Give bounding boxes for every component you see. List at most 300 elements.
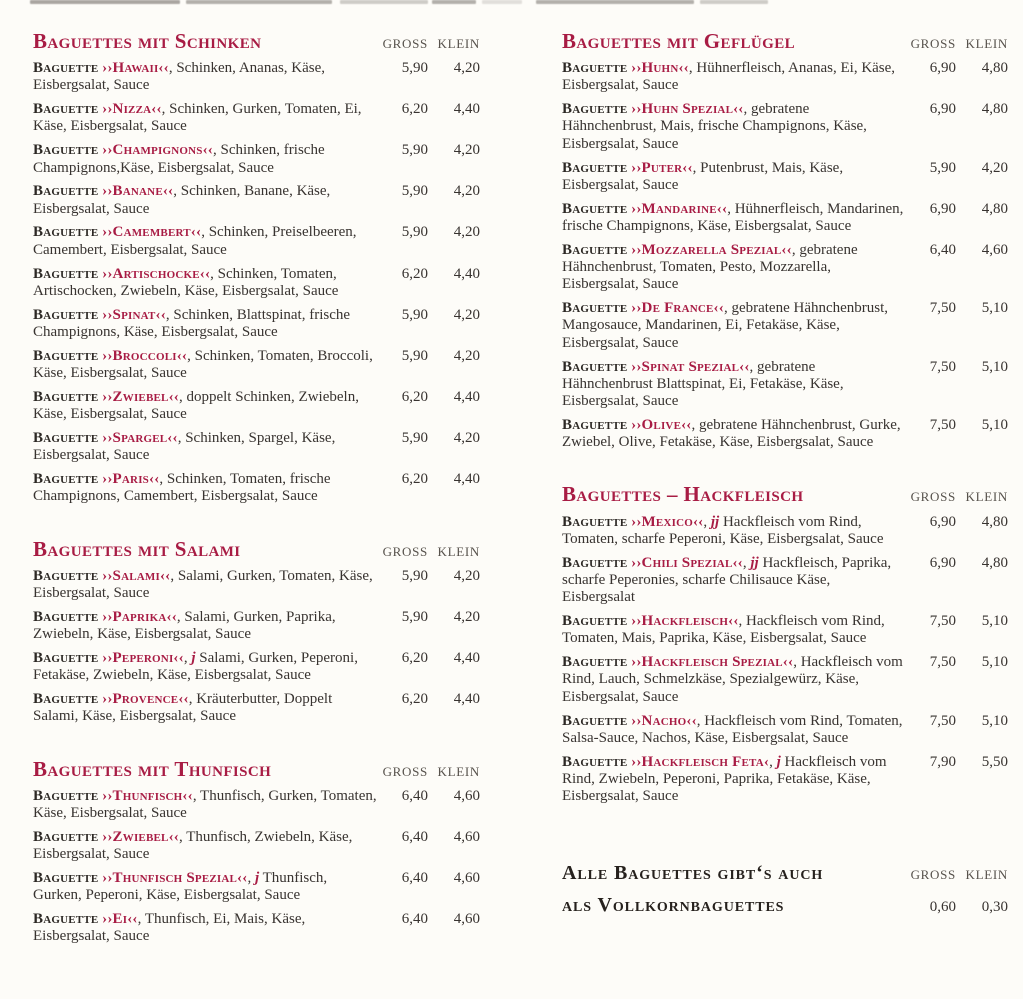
price-klein: 4,80 bbox=[981, 101, 1008, 118]
price-gross: 6,20 bbox=[401, 690, 428, 707]
price-gross: 5,90 bbox=[401, 608, 428, 625]
item-prices bbox=[908, 417, 1008, 434]
menu-item bbox=[33, 430, 480, 465]
menu-item-text: Baguette ››Hackfleisch Feta‹, j Hackfleisch vom Rind, Zwiebeln, Peperoni, Paprika, Fetakäse, Käse, Eisbergsalat, Sauce bbox=[562, 753, 887, 805]
menu-item-text: Baguette ››Camembert‹‹, Schinken, Preiselbeeren, Camembert, Eisbergsalat, Sauce bbox=[33, 224, 357, 258]
item-description: Schinken, Blattspinat, frische Champignons, Käse, Eisbergsalat, Sauce bbox=[33, 306, 351, 340]
item-prefix: Baguette bbox=[562, 358, 628, 375]
item-prices bbox=[380, 348, 480, 365]
section-title: Baguettes mit Salami bbox=[33, 536, 241, 561]
item-name: ››Paprika‹‹ bbox=[102, 608, 177, 625]
item-prefix: Baguette bbox=[562, 416, 628, 433]
price-gross: 6,20 bbox=[401, 265, 428, 282]
item-description: Schinken, Banane, Käse, Eisbergsalat, Sauce bbox=[33, 183, 331, 217]
menu-item-text: Baguette ››Hawaii‹‹, Schinken, Ananas, Käse, Eisbergsalat, Sauce bbox=[33, 60, 326, 94]
item-prices bbox=[380, 307, 480, 324]
menu-item-text: Baguette ››Artischocke‹‹, Schinken, Tomaten, Artischocken, Zwiebeln, Käse, Eisbergsalat, Sauce bbox=[33, 265, 339, 299]
footer-price-gross: 0,60 bbox=[929, 898, 956, 915]
item-name: ››Camembert‹‹ bbox=[102, 224, 202, 241]
item-name: ››Nizza‹‹ bbox=[102, 101, 162, 118]
item-description: Salami, Gurken, Paprika, Zwiebeln, Käse, Eisbergsalat, Sauce bbox=[33, 608, 336, 643]
item-description: Hühnerfleisch, Ananas, Ei, Käse, Eisbergsalat, Sauce bbox=[562, 60, 896, 94]
item-prefix: Baguette bbox=[33, 388, 99, 405]
price-klein: 4,20 bbox=[453, 608, 480, 625]
price-gross: 6,90 bbox=[929, 200, 956, 217]
item-prefix: Baguette bbox=[33, 649, 99, 666]
price-klein: 4,20 bbox=[453, 429, 480, 446]
price-klein: 4,20 bbox=[981, 159, 1008, 176]
item-prefix: Baguette bbox=[562, 159, 628, 176]
price-gross: 7,50 bbox=[929, 300, 956, 317]
item-prices bbox=[380, 142, 480, 159]
price-column-label-klein: KLEIN bbox=[437, 543, 480, 559]
price-klein: 4,20 bbox=[453, 183, 480, 200]
menu-item bbox=[33, 870, 480, 905]
menu-item bbox=[33, 307, 480, 342]
price-column-label-gross: GROSS bbox=[382, 763, 428, 779]
price-gross: 7,50 bbox=[929, 416, 956, 433]
menu-item bbox=[562, 555, 1008, 607]
menu-section bbox=[562, 483, 1008, 805]
menu-item-text: Baguette ››Broccoli‹‹, Schinken, Tomaten, Broccoli, Käse, Eisbergsalat, Sauce bbox=[33, 347, 373, 381]
section-header bbox=[33, 538, 480, 560]
menu-item bbox=[562, 654, 1008, 706]
menu-item bbox=[562, 60, 1008, 95]
price-gross: 5,90 bbox=[401, 347, 428, 364]
menu-item-text: Baguette ››Nizza‹‹, Schinken, Gurken, Tomaten, Ei, Käse, Eisbergsalat, Sauce bbox=[33, 101, 362, 135]
price-klein: 5,10 bbox=[981, 613, 1008, 630]
item-prices bbox=[908, 242, 1008, 259]
item-prices bbox=[380, 101, 480, 118]
price-column-label-gross: GROSS bbox=[910, 489, 956, 505]
price-klein: 5,10 bbox=[981, 712, 1008, 729]
price-klein: 4,20 bbox=[453, 306, 480, 323]
menu-item bbox=[562, 417, 1008, 452]
price-column-labels bbox=[380, 764, 480, 780]
menu-item bbox=[562, 713, 1008, 748]
item-description: Thunfisch, Ei, Mais, Käse, Eisbergsalat, Sauce bbox=[33, 910, 306, 945]
menu-section bbox=[33, 30, 480, 506]
footer-row-1 bbox=[562, 858, 1008, 890]
item-prefix: Baguette bbox=[562, 654, 628, 671]
item-name: ››Huhn Spezial‹‹ bbox=[631, 101, 744, 118]
item-description: Hackfleisch vom Rind, Tomaten, Salsa-Sauce, Nachos, Käse, Eisbergsalat, Sauce bbox=[562, 712, 903, 746]
menu-item-text: Baguette ››Champignons‹‹, Schinken, frische Champignons,Käse, Eisbergsalat, Sauce bbox=[33, 142, 325, 176]
price-gross: 6,40 bbox=[401, 787, 428, 804]
item-name: ››Champignons‹‹ bbox=[102, 142, 213, 159]
item-description: Hühnerfleisch, Mandarinen, frische Champignons, Käse, Eisbergsalat, Sauce bbox=[562, 200, 904, 234]
item-description: gebratene Hähnchenbrust, Tomaten, Pesto, Mozzarella, Eisbergsalat, Sauce bbox=[562, 241, 858, 293]
menu-item-text: Baguette ››Banane‹‹, Schinken, Banane, Käse, Eisbergsalat, Sauce bbox=[33, 183, 331, 217]
price-gross: 5,90 bbox=[401, 183, 428, 200]
menu-item bbox=[33, 650, 480, 685]
menu-item bbox=[33, 348, 480, 383]
price-column-labels bbox=[380, 544, 480, 560]
price-klein: 4,80 bbox=[981, 513, 1008, 530]
item-prefix: Baguette bbox=[562, 753, 628, 770]
item-prefix: Baguette bbox=[33, 142, 99, 159]
price-gross: 6,90 bbox=[929, 60, 956, 77]
section-header bbox=[562, 483, 1008, 505]
item-name: ››Puter‹‹ bbox=[631, 159, 693, 176]
item-prices bbox=[380, 389, 480, 406]
item-description: Schinken, Gurken, Tomaten, Ei, Käse, Eisbergsalat, Sauce bbox=[33, 101, 362, 135]
menu-item bbox=[562, 101, 1008, 153]
item-description: Salami, Gurken, Tomaten, Käse, Eisbergsalat, Sauce bbox=[33, 567, 373, 601]
price-gross: 6,20 bbox=[401, 388, 428, 405]
item-prices bbox=[380, 266, 480, 283]
item-name: ››Hawaii‹‹ bbox=[102, 60, 169, 77]
price-column-label-klein: KLEIN bbox=[437, 36, 480, 51]
item-name: ››Spargel‹‹ bbox=[102, 429, 178, 446]
menu-item-text: Baguette ››Ei‹‹, Thunfisch, Ei, Mais, Käse, Eisbergsalat, Sauce bbox=[33, 910, 306, 945]
item-prefix: Baguette bbox=[33, 869, 99, 886]
menu-item-text: Baguette ››Mexico‹‹, jj Hackfleisch vom Rind, Tomaten, scharfe Peperoni, Käse, Eisbergsalat, Sauce bbox=[562, 513, 884, 547]
item-prefix: Baguette bbox=[33, 183, 99, 200]
item-prices bbox=[908, 201, 1008, 218]
item-name: ››Paris‹‹ bbox=[102, 470, 160, 487]
item-name: ››Provence‹‹ bbox=[102, 690, 189, 707]
item-prefix: Baguette bbox=[562, 712, 628, 729]
item-prices bbox=[380, 911, 480, 928]
menu-item bbox=[562, 514, 1008, 549]
menu-item bbox=[33, 911, 480, 946]
item-name: ››Ei‹‹ bbox=[102, 910, 138, 927]
menu-item bbox=[33, 60, 480, 95]
menu-item-text: Baguette ››Paris‹‹, Schinken, Tomaten, frische Champignons, Camembert, Eisbergsalat, Sauce bbox=[33, 470, 331, 505]
item-description: gebratene Hähnchenbrust, Gurke, Zwiebel, Olive, Fetakäse, Käse, Eisbergsalat, Sauce bbox=[562, 416, 901, 451]
item-description: Kräuterbutter, Doppelt Salami, Käse, Eisbergsalat, Sauce bbox=[33, 690, 333, 725]
chili-icon: j bbox=[776, 753, 781, 770]
price-gross: 6,20 bbox=[401, 470, 428, 487]
section-header bbox=[562, 30, 1008, 52]
item-name: ››Olive‹‹ bbox=[631, 416, 692, 433]
item-prices bbox=[380, 691, 480, 708]
price-gross: 5,90 bbox=[929, 159, 956, 176]
item-prefix: Baguette bbox=[562, 513, 628, 530]
item-name: ››Hackfleisch Feta‹ bbox=[631, 753, 770, 770]
item-name: ››Hackfleisch Spezial‹‹ bbox=[631, 654, 794, 671]
item-prefix: Baguette bbox=[33, 429, 99, 446]
menu-item-text: Baguette ››Thunfisch‹‹, Thunfisch, Gurken, Tomaten, Käse, Eisbergsalat, Sauce bbox=[33, 787, 377, 821]
item-prices bbox=[380, 870, 480, 887]
page-top-crop-artifact bbox=[0, 0, 1023, 5]
item-description: Hackfleisch vom Rind, Zwiebeln, Peperoni, Paprika, Fetakäse, Käse, Eisbergsalat, Sauce bbox=[562, 753, 887, 805]
price-klein: 5,10 bbox=[981, 654, 1008, 671]
price-gross: 5,90 bbox=[401, 142, 428, 159]
price-column-label-gross: GROSS bbox=[910, 36, 956, 51]
price-klein: 5,10 bbox=[981, 358, 1008, 375]
menu-item bbox=[562, 242, 1008, 294]
item-description: Schinken, Preiselbeeren, Camembert, Eisbergsalat, Sauce bbox=[33, 224, 357, 258]
price-klein: 4,20 bbox=[453, 347, 480, 364]
item-description: Thunfisch, Zwiebeln, Käse, Eisbergsalat, Sauce bbox=[33, 828, 353, 862]
menu-item bbox=[562, 300, 1008, 352]
item-name: ››De France‹‹ bbox=[631, 300, 724, 317]
item-prices bbox=[908, 60, 1008, 77]
price-gross: 6,90 bbox=[929, 513, 956, 530]
menu-item-text: Baguette ››Hackfleisch Spezial‹‹, Hackfleisch vom Rind, Lauch, Schmelzkäse, Spezialgewürz, Käse, Eisbergsalat, Sauce bbox=[562, 654, 903, 705]
price-gross: 7,50 bbox=[929, 654, 956, 671]
menu-item bbox=[33, 142, 480, 177]
menu-item-text: Baguette ››Zwiebel‹‹, Thunfisch, Zwiebeln, Käse, Eisbergsalat, Sauce bbox=[33, 828, 353, 862]
price-gross: 6,40 bbox=[401, 910, 428, 927]
menu-item bbox=[33, 183, 480, 218]
chili-icon: j bbox=[750, 554, 755, 571]
item-name: ››Spinat Spezial‹‹ bbox=[631, 358, 750, 375]
item-prices bbox=[908, 754, 1008, 771]
menu-item bbox=[33, 829, 480, 864]
footer-price-klein: 0,30 bbox=[981, 898, 1008, 915]
menu-item-text: Baguette ››Spinat Spezial‹‹, gebratene Hähnchenbrust Blattspinat, Ei, Fetakäse, Käse, Eisbergsalat, Sauce bbox=[562, 358, 844, 410]
menu-item bbox=[33, 471, 480, 506]
footer-row-2 bbox=[562, 890, 1008, 922]
price-klein: 4,60 bbox=[453, 828, 480, 845]
price-gross: 5,90 bbox=[401, 306, 428, 323]
item-prices bbox=[380, 568, 480, 585]
menu-column-right bbox=[562, 30, 1008, 952]
price-klein: 4,20 bbox=[453, 60, 480, 77]
item-description: Schinken, Tomaten, frische Champignons, Camembert, Eisbergsalat, Sauce bbox=[33, 470, 331, 505]
menu-item-text: Baguette ››Hackfleisch‹‹, Hackfleisch vom Rind, Tomaten, Mais, Paprika, Käse, Eisbergsalat, Sauce bbox=[562, 613, 885, 647]
menu-item bbox=[562, 359, 1008, 411]
item-prices bbox=[908, 300, 1008, 317]
item-prefix: Baguette bbox=[562, 300, 628, 317]
price-klein: 4,60 bbox=[453, 787, 480, 804]
menu-item-text: Baguette ››Peperoni‹‹, j Salami, Gurken, Peperoni, Fetakäse, Zwiebeln, Käse, Eisbergsalat, Sauce bbox=[33, 649, 358, 684]
price-klein: 4,60 bbox=[453, 910, 480, 927]
price-column-labels bbox=[380, 36, 480, 52]
item-prices bbox=[380, 829, 480, 846]
item-name: ››Hackfleisch‹‹ bbox=[631, 613, 739, 630]
menu-item-text: Baguette ››Spinat‹‹, Schinken, Blattspinat, frische Champignons, Käse, Eisbergsalat, Sauce bbox=[33, 306, 351, 340]
item-name: ››Spinat‹‹ bbox=[102, 306, 166, 323]
item-prefix: Baguette bbox=[33, 787, 99, 804]
item-prices bbox=[908, 654, 1008, 671]
price-gross: 6,40 bbox=[401, 869, 428, 886]
price-gross: 6,40 bbox=[929, 241, 956, 258]
item-description: Schinken, frische Champignons,Käse, Eisbergsalat, Sauce bbox=[33, 142, 325, 176]
menu-section bbox=[33, 758, 480, 946]
item-prefix: Baguette bbox=[33, 101, 99, 118]
item-prices bbox=[380, 650, 480, 667]
price-klein: 4,40 bbox=[453, 101, 480, 118]
item-name: ››Zwiebel‹‹ bbox=[102, 388, 179, 405]
footer-title-line1: Alle Baguettes gibt‘s auch bbox=[562, 861, 824, 884]
price-klein: 4,80 bbox=[981, 60, 1008, 77]
price-klein: 5,10 bbox=[981, 416, 1008, 433]
item-prices bbox=[908, 359, 1008, 376]
menu-item bbox=[33, 568, 480, 603]
item-name: ››Thunfisch Spezial‹‹ bbox=[102, 869, 248, 886]
price-klein: 4,40 bbox=[453, 265, 480, 282]
item-prices bbox=[380, 471, 480, 488]
price-klein: 5,50 bbox=[981, 753, 1008, 770]
menu-item-text: Baguette ››Nacho‹‹, Hackfleisch vom Rind, Tomaten, Salsa-Sauce, Nachos, Käse, Eisbergsalat, Sauce bbox=[562, 712, 903, 746]
price-klein: 4,60 bbox=[453, 869, 480, 886]
item-description: Putenbrust, Mais, Käse, Eisbergsalat, Sauce bbox=[562, 159, 844, 193]
item-name: ››Mozzarella Spezial‹‹ bbox=[631, 241, 792, 258]
item-prices bbox=[908, 160, 1008, 177]
price-gross: 7,90 bbox=[929, 753, 956, 770]
menu-item-text: Baguette ››Thunfisch Spezial‹‹, j Thunfisch, Gurken, Peperoni, Käse, Eisbergsalat, Sauce bbox=[33, 869, 328, 904]
item-prefix: Baguette bbox=[33, 690, 99, 707]
price-gross: 6,90 bbox=[929, 101, 956, 118]
chili-icon: j bbox=[191, 649, 196, 666]
section-title: Baguettes mit Thunfisch bbox=[33, 756, 272, 781]
price-column-label-klein: KLEIN bbox=[965, 36, 1008, 51]
menu-item-text: Baguette ››Spargel‹‹, Schinken, Spargel, Käse, Eisbergsalat, Sauce bbox=[33, 429, 336, 464]
item-name: ››Artischocke‹‹ bbox=[102, 265, 211, 282]
item-prices bbox=[908, 101, 1008, 118]
item-prices bbox=[380, 609, 480, 626]
menu-item bbox=[33, 609, 480, 644]
item-prefix: Baguette bbox=[33, 224, 99, 241]
item-prefix: Baguette bbox=[562, 60, 628, 77]
menu-item bbox=[562, 160, 1008, 195]
menu-item-text: Baguette ››De France‹‹, gebratene Hähnchenbrust, Mangosauce, Mandarinen, Ei, Fetakäse, Käse, Eisbergsalat, Sauce bbox=[562, 300, 889, 351]
footer-title-line2: als Vollkornbaguettes bbox=[562, 893, 785, 916]
item-prefix: Baguette bbox=[562, 101, 628, 118]
price-gross: 6,40 bbox=[401, 828, 428, 845]
price-klein: 4,40 bbox=[453, 388, 480, 405]
price-column-labels bbox=[908, 489, 1008, 505]
item-prefix: Baguette bbox=[33, 265, 99, 282]
item-description: Thunfisch, Gurken, Tomaten, Käse, Eisbergsalat, Sauce bbox=[33, 787, 377, 821]
item-description: Schinken, Tomaten, Artischocken, Zwiebeln, Käse, Eisbergsalat, Sauce bbox=[33, 265, 339, 299]
menu-item bbox=[562, 201, 1008, 236]
menu-item-text: Baguette ››Salami‹‹, Salami, Gurken, Tomaten, Käse, Eisbergsalat, Sauce bbox=[33, 567, 373, 601]
menu-item-text: Baguette ››Huhn‹‹, Hühnerfleisch, Ananas, Ei, Käse, Eisbergsalat, Sauce bbox=[562, 60, 896, 94]
price-gross: 5,90 bbox=[401, 567, 428, 584]
price-gross: 6,20 bbox=[401, 649, 428, 666]
item-description: Hackfleisch vom Rind, Tomaten, Mais, Paprika, Käse, Eisbergsalat, Sauce bbox=[562, 613, 885, 647]
price-column-label-klein: KLEIN bbox=[437, 763, 480, 779]
section-header bbox=[33, 30, 480, 52]
item-prices bbox=[908, 613, 1008, 630]
menu-item-text: Baguette ››Huhn Spezial‹‹, gebratene Hähnchenbrust, Mais, frische Champignons, Käse, Eisbergsalat, Sauce bbox=[562, 101, 867, 152]
menu-item-text: Baguette ››Chili Spezial‹‹, jj Hackfleisch, Paprika, scharfe Peperonies, scharfe Chilisauce Käse, Eisbergsalat bbox=[562, 554, 892, 606]
menu-item-text: Baguette ››Provence‹‹, Kräuterbutter, Doppelt Salami, Käse, Eisbergsalat, Sauce bbox=[33, 690, 333, 725]
item-prices bbox=[908, 713, 1008, 730]
chili-icon: j bbox=[710, 513, 716, 530]
item-prices bbox=[380, 183, 480, 200]
price-column-label-gross: GROSS bbox=[910, 866, 956, 882]
item-prices bbox=[908, 514, 1008, 531]
price-klein: 5,10 bbox=[981, 300, 1008, 317]
item-description: gebratene Hähnchenbrust, Mangosauce, Mandarinen, Ei, Fetakäse, Käse, Eisbergsalat, Sauce bbox=[562, 300, 889, 351]
menu-column-left bbox=[33, 30, 480, 952]
price-klein: 4,40 bbox=[453, 649, 480, 666]
item-description: Hackfleisch vom Rind, Tomaten, scharfe Peperoni, Käse, Eisbergsalat, Sauce bbox=[562, 513, 884, 547]
item-name: ››Mandarine‹‹ bbox=[631, 200, 728, 217]
price-column-labels bbox=[908, 36, 1008, 52]
menu-item bbox=[33, 266, 480, 301]
item-prices bbox=[380, 788, 480, 805]
item-prices bbox=[380, 224, 480, 241]
price-klein: 4,20 bbox=[453, 142, 480, 159]
menu-section bbox=[33, 538, 480, 726]
menu-item bbox=[562, 613, 1008, 648]
item-prefix: Baguette bbox=[562, 554, 628, 571]
item-description: Salami, Gurken, Peperoni, Fetakäse, Zwiebeln, Käse, Eisbergsalat, Sauce bbox=[33, 649, 358, 684]
item-description: doppelt Schinken, Zwiebeln, Käse, Eisbergsalat, Sauce bbox=[33, 388, 359, 423]
price-gross: 5,90 bbox=[401, 429, 428, 446]
item-name: ››Banane‹‹ bbox=[102, 183, 174, 200]
item-description: Hackfleisch vom Rind, Lauch, Schmelzkäse, Spezialgewürz, Käse, Eisbergsalat, Sauce bbox=[562, 654, 903, 705]
item-prices bbox=[380, 430, 480, 447]
item-prices bbox=[908, 555, 1008, 572]
item-description: gebratene Hähnchenbrust Blattspinat, Ei, Fetakäse, Käse, Eisbergsalat, Sauce bbox=[562, 358, 844, 410]
menu-item-text: Baguette ››Paprika‹‹, Salami, Gurken, Paprika, Zwiebeln, Käse, Eisbergsalat, Sauce bbox=[33, 608, 336, 643]
chili-icon: j bbox=[754, 554, 759, 571]
item-description: Thunfisch, Gurken, Peperoni, Käse, Eisbergsalat, Sauce bbox=[33, 869, 328, 904]
item-name: ››Thunfisch‹‹ bbox=[102, 787, 193, 804]
price-gross: 6,20 bbox=[401, 101, 428, 118]
item-name: ››Peperoni‹‹ bbox=[102, 649, 184, 666]
menu-item-text: Baguette ››Puter‹‹, Putenbrust, Mais, Käse, Eisbergsalat, Sauce bbox=[562, 159, 844, 193]
item-prefix: Baguette bbox=[562, 613, 628, 630]
menu-item-text: Baguette ››Mandarine‹‹, Hühnerfleisch, Mandarinen, frische Champignons, Käse, Eisbergsalat, Sauce bbox=[562, 200, 904, 234]
item-name: ››Mexico‹‹ bbox=[631, 513, 704, 530]
item-description: gebratene Hähnchenbrust, Mais, frische Champignons, Käse, Eisbergsalat, Sauce bbox=[562, 101, 867, 152]
item-name: ››Salami‹‹ bbox=[102, 567, 171, 584]
footer-price-column-labels bbox=[908, 860, 1008, 890]
price-klein: 4,40 bbox=[453, 470, 480, 487]
price-klein: 4,80 bbox=[981, 200, 1008, 217]
price-column-label-klein: KLEIN bbox=[965, 866, 1008, 882]
item-prefix: Baguette bbox=[33, 470, 99, 487]
menu-item bbox=[33, 389, 480, 424]
item-prefix: Baguette bbox=[33, 347, 99, 364]
item-description: Hackfleisch, Paprika, scharfe Peperonies, scharfe Chilisauce Käse, Eisbergsalat bbox=[562, 554, 892, 606]
menu-item-text: Baguette ››Zwiebel‹‹, doppelt Schinken, Zwiebeln, Käse, Eisbergsalat, Sauce bbox=[33, 388, 359, 423]
chili-icon: j bbox=[254, 869, 260, 886]
item-prefix: Baguette bbox=[33, 567, 99, 584]
price-klein: 4,20 bbox=[453, 567, 480, 584]
item-prefix: Baguette bbox=[33, 828, 99, 845]
menu-item bbox=[33, 101, 480, 136]
item-description: Schinken, Tomaten, Broccoli, Käse, Eisbergsalat, Sauce bbox=[33, 347, 373, 381]
item-prices bbox=[380, 60, 480, 77]
price-klein: 4,20 bbox=[453, 224, 480, 241]
price-column-label-gross: GROSS bbox=[382, 36, 428, 51]
item-prefix: Baguette bbox=[562, 241, 628, 258]
item-name: ››Huhn‹‹ bbox=[631, 60, 689, 77]
price-gross: 7,50 bbox=[929, 712, 956, 729]
price-gross: 7,50 bbox=[929, 613, 956, 630]
price-gross: 7,50 bbox=[929, 358, 956, 375]
menu-item bbox=[562, 754, 1008, 806]
item-name: ››Broccoli‹‹ bbox=[102, 347, 188, 364]
price-column-label-gross: GROSS bbox=[382, 543, 428, 559]
section-header bbox=[33, 758, 480, 780]
price-klein: 4,40 bbox=[453, 690, 480, 707]
footer-prices bbox=[908, 892, 1008, 922]
item-prefix: Baguette bbox=[33, 608, 99, 625]
section-title: Baguettes – Hackfleisch bbox=[562, 482, 804, 507]
menu-item bbox=[33, 691, 480, 726]
menu-item-text: Baguette ››Mozzarella Spezial‹‹, gebratene Hähnchenbrust, Tomaten, Pesto, Mozzarella, Eisbergsalat, Sauce bbox=[562, 241, 858, 293]
item-name: ››Nacho‹‹ bbox=[631, 712, 697, 729]
price-gross: 5,90 bbox=[401, 60, 428, 77]
item-description: Schinken, Ananas, Käse, Eisbergsalat, Sauce bbox=[33, 60, 326, 94]
item-prefix: Baguette bbox=[562, 200, 628, 217]
section-title: Baguettes mit Schinken bbox=[33, 29, 262, 53]
footer-vollkorn-note bbox=[562, 858, 1008, 922]
section-title: Baguettes mit Geflügel bbox=[562, 29, 796, 53]
menu-item bbox=[33, 224, 480, 259]
